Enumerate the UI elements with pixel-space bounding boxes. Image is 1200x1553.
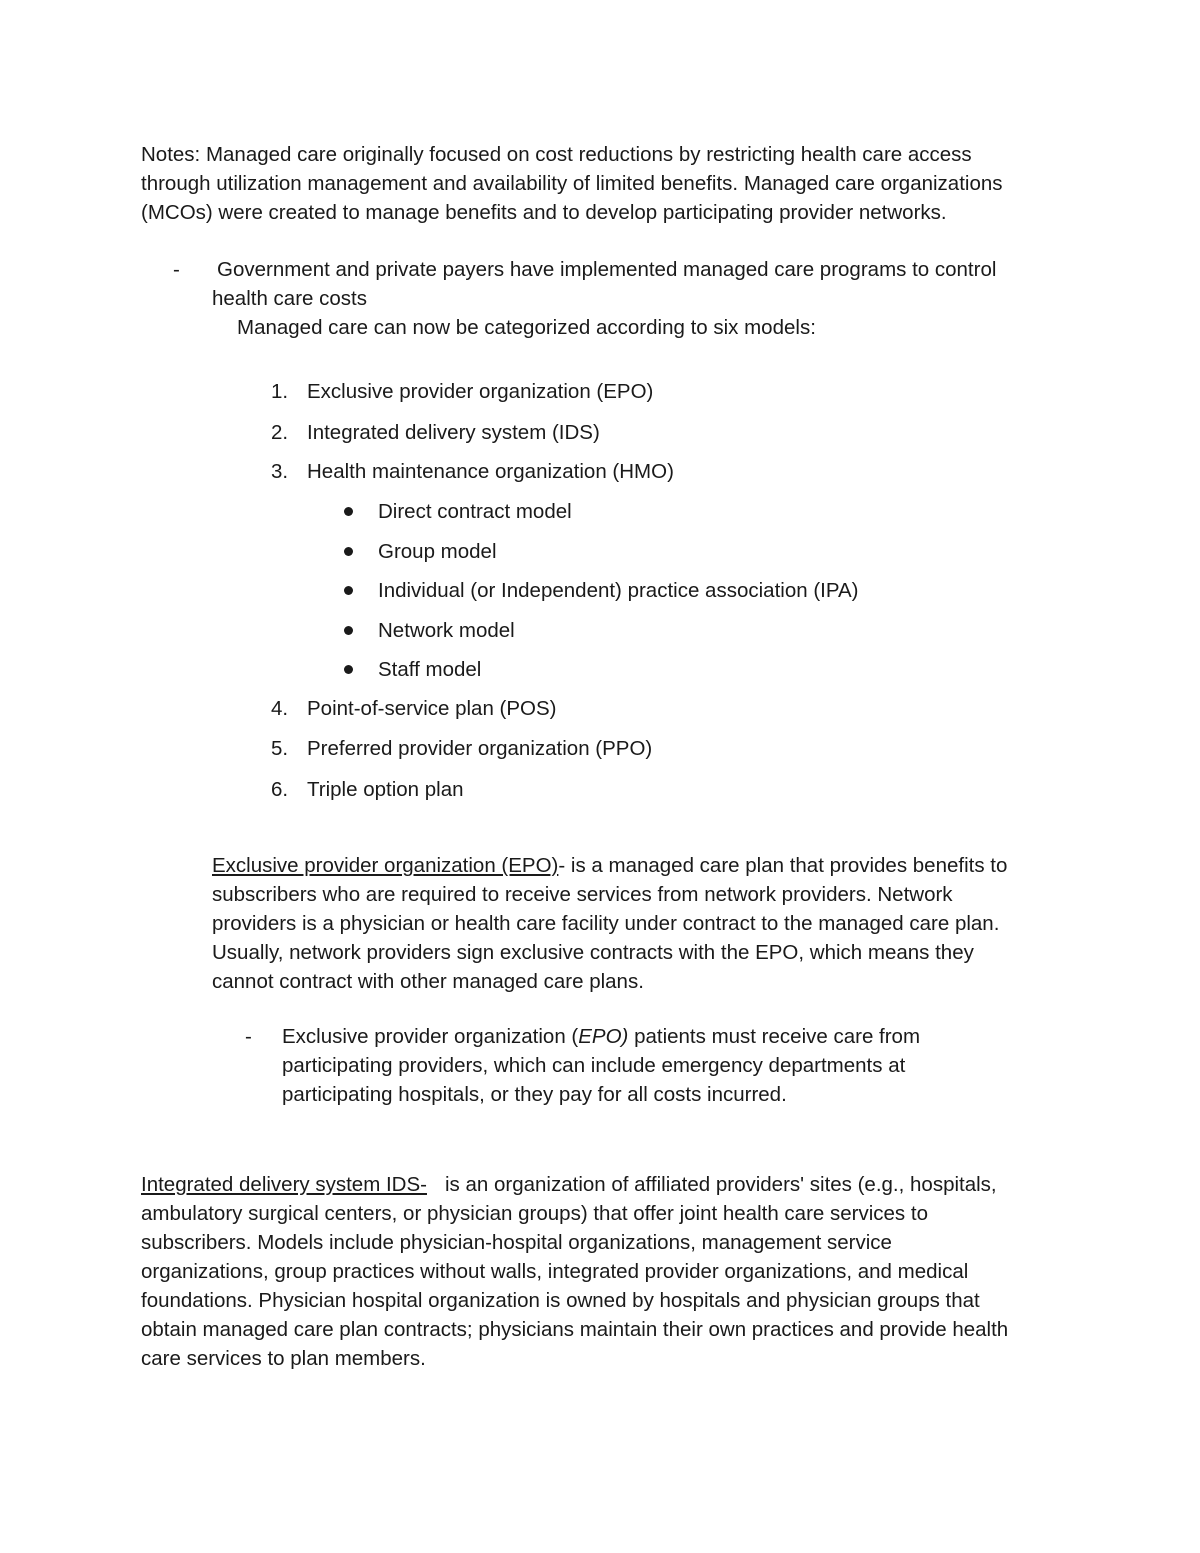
ids-first-line <box>141 1170 1008 1199</box>
epo-line: Usually, network providers sign exclusive contracts with the EPO, which means they <box>212 941 974 964</box>
model-item: Exclusive provider organization (EPO) <box>307 380 654 403</box>
ids-paragraph <box>141 1170 1008 1373</box>
dash-marker: - <box>245 1025 252 1048</box>
epo-sub-line: participating providers, which can include emergency departments at <box>282 1054 906 1077</box>
hmo-type-item: Network model <box>378 619 515 642</box>
payers-line: Government and private payers have implemented managed care programs to control <box>217 258 997 281</box>
epo-first-rest: - is a managed care plan that provides benefits to <box>558 854 1008 877</box>
payers-line: health care costs <box>212 287 367 310</box>
hmo-type-item: Individual (or Independent) practice association (IPA) <box>378 579 859 602</box>
notes-line: through utilization management and availability of limited benefits. Managed care organizations <box>141 172 1003 195</box>
bullet-icon <box>344 547 353 556</box>
epo-sub-item <box>282 1022 920 1109</box>
epo-paragraph <box>212 851 1007 996</box>
hmo-type-item: Direct contract model <box>378 500 572 523</box>
model-number: 3. <box>271 460 289 483</box>
ids-line: subscribers. Models include physician-hospital organizations, management service <box>141 1231 892 1254</box>
model-number: 4. <box>271 697 289 720</box>
notes-line: Notes: Managed care originally focused on cost reductions by restricting health care access <box>141 143 972 166</box>
models-intro: Managed care can now be categorized according to six models: <box>237 316 816 339</box>
ids-line: organizations, group practices without walls, integrated provider organizations, and medical <box>141 1260 969 1283</box>
epo-sub-first-line <box>282 1022 920 1051</box>
model-item: Triple option plan <box>307 778 464 801</box>
notes-line: (MCOs) were created to manage benefits and to develop participating provider networks. <box>141 201 947 224</box>
epo-line: providers is a physician or health care facility under contract to the managed care plan. <box>212 912 1000 935</box>
hmo-type-item: Group model <box>378 540 497 563</box>
hmo-type-item: Staff model <box>378 658 482 681</box>
model-item: Health maintenance organization (HMO) <box>307 460 674 483</box>
model-number: 2. <box>271 421 289 444</box>
epo-line: cannot contract with other managed care plans. <box>212 970 644 993</box>
bullet-icon <box>344 626 353 635</box>
epo-sub-line: participating hospitals, or they pay for all costs incurred. <box>282 1083 787 1106</box>
model-number: 5. <box>271 737 289 760</box>
epo-first-line <box>212 851 1007 880</box>
ids-term: Integrated delivery system IDS- <box>141 1173 427 1196</box>
notes-paragraph <box>141 140 1003 227</box>
bullet-icon <box>344 507 353 516</box>
epo-term: Exclusive provider organization (EPO) <box>212 854 559 877</box>
epo-sub-post: patients must receive care from <box>628 1025 921 1048</box>
model-number: 1. <box>271 380 289 403</box>
bullet-icon <box>344 665 353 674</box>
model-item: Point-of-service plan (POS) <box>307 697 557 720</box>
bullet-icon <box>344 586 353 595</box>
model-item: Integrated delivery system (IDS) <box>307 421 600 444</box>
model-item: Preferred provider organization (PPO) <box>307 737 653 760</box>
payers-item <box>212 255 996 313</box>
ids-line: ambulatory surgical centers, or physician groups) that offer joint health care services to <box>141 1202 928 1225</box>
epo-sub-pre: Exclusive provider organization ( <box>282 1025 579 1048</box>
ids-line: obtain managed care plan contracts; physicians maintain their own practices and provide health <box>141 1318 1009 1341</box>
ids-line: care services to plan members. <box>141 1347 426 1370</box>
dash-marker: - <box>173 258 180 281</box>
ids-line: foundations. Physician hospital organization is owned by hospitals and physician groups that <box>141 1289 980 1312</box>
epo-sub-italic: EPO) <box>578 1025 629 1048</box>
ids-first-rest: is an organization of affiliated providers' sites (e.g., hospitals, <box>444 1173 997 1196</box>
model-number: 6. <box>271 778 289 801</box>
epo-line: subscribers who are required to receive services from network providers. Network <box>212 883 953 906</box>
